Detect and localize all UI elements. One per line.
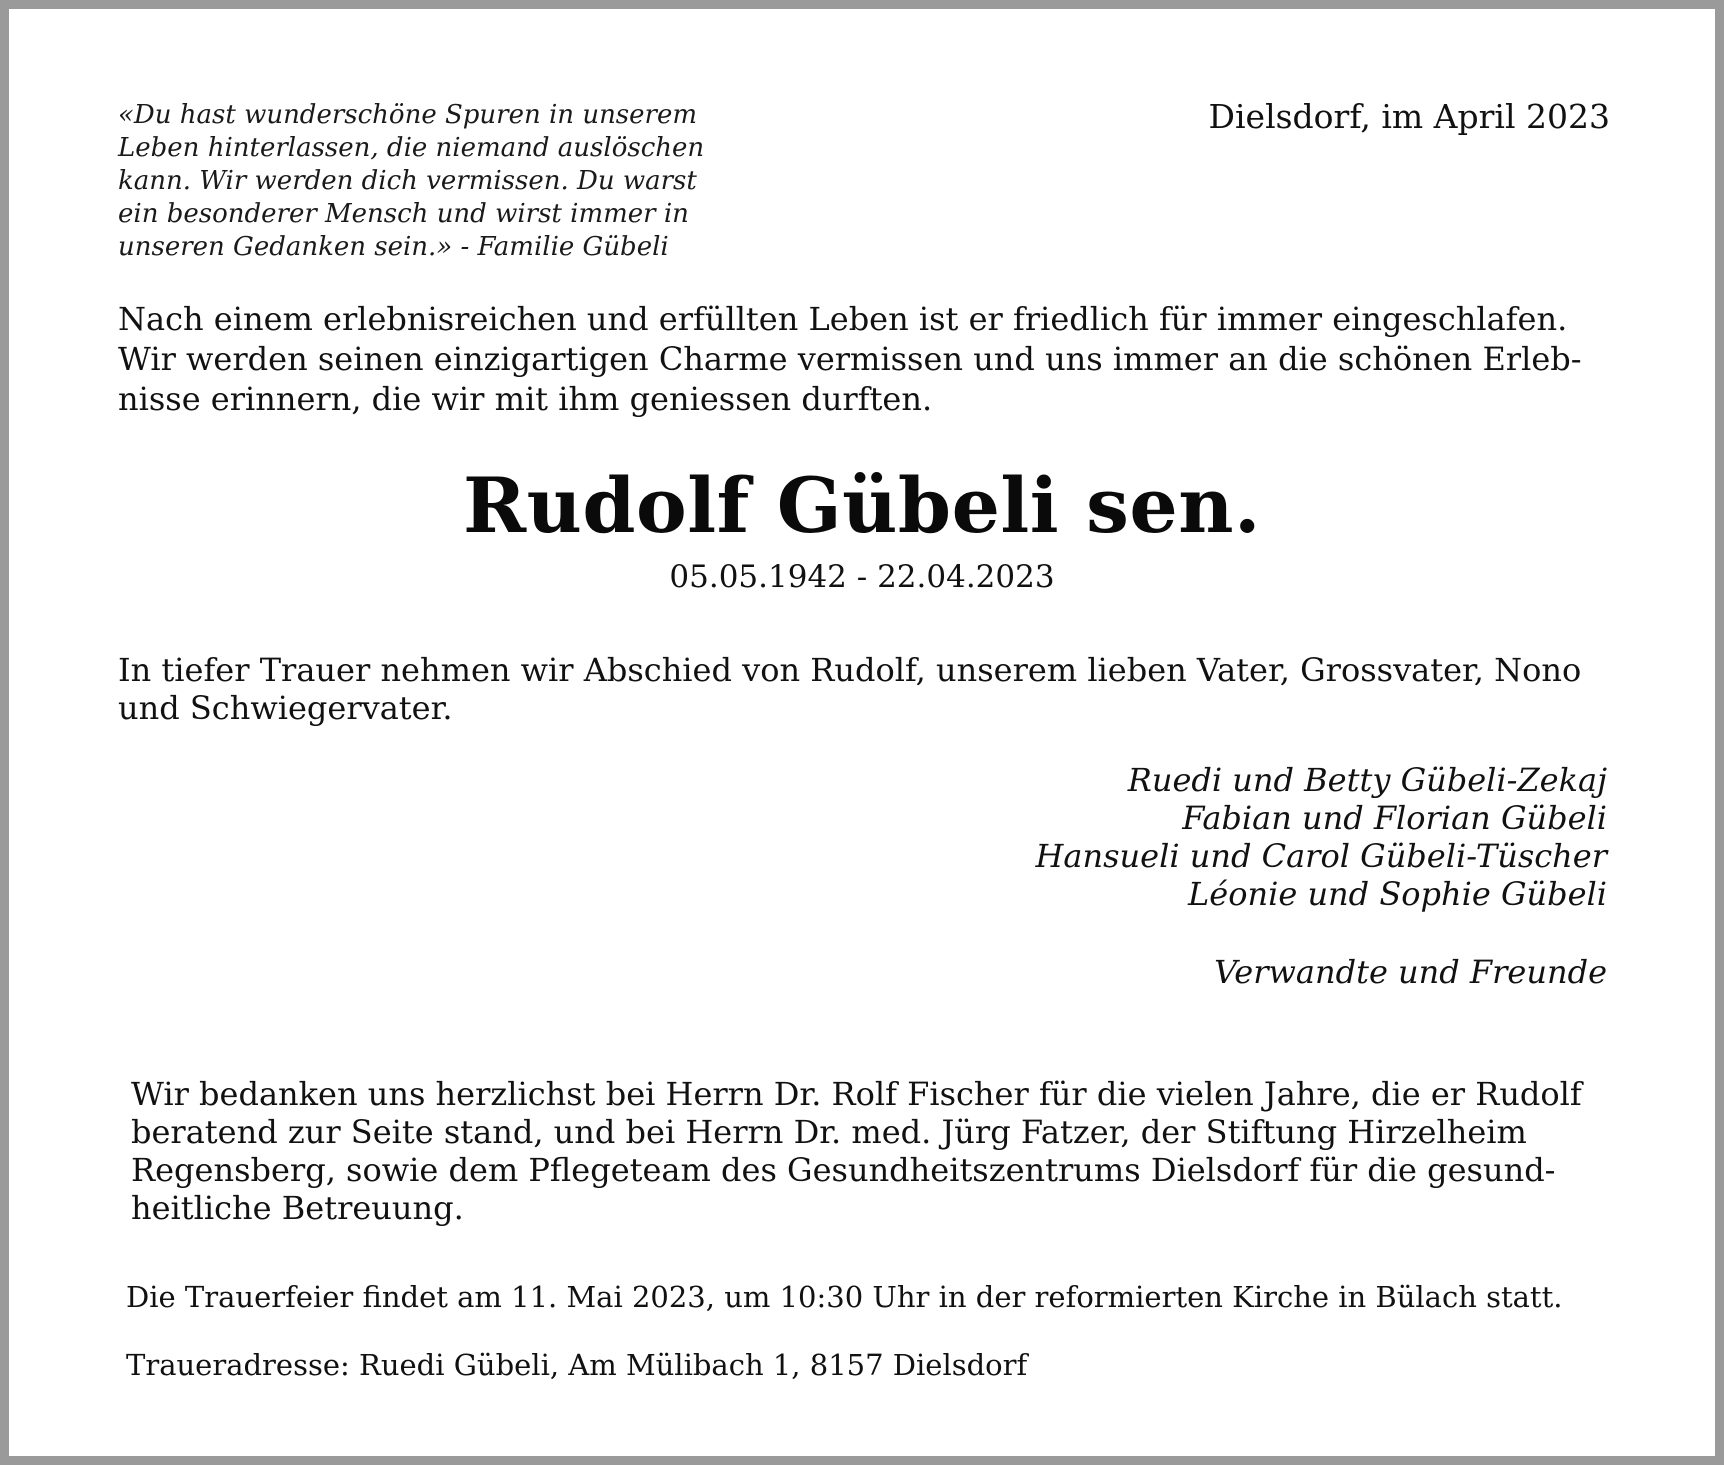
quote-line: Leben hinterlassen, die niemand auslöschen: [118, 133, 705, 163]
thanks-line: Regensberg, sowie dem Pflegeteam des Gesundheitszentrums Dielsdorf für die gesund-: [131, 1151, 1556, 1189]
mourner-entry: Ruedi und Betty Gübeli-Zekaj: [1127, 761, 1607, 799]
thanks-line: heitliche Betreuung.: [131, 1189, 464, 1227]
thanks-line: Wir bedanken uns herzlichst bei Herrn Dr. Rolf Fischer für die vielen Jahre, die er Rudolf: [131, 1075, 1582, 1113]
thanks-paragraph: [131, 1075, 1581, 1227]
thanks-line: beratend zur Seite stand, und bei Herrn Dr. med. Jürg Fatzer, der Stiftung Hirzelheim: [131, 1113, 1527, 1151]
quote-line: unseren Gedanken sein.» - Familie Gübeli: [118, 232, 669, 262]
mourners-list: [1036, 761, 1607, 913]
quote-line: «Du hast wunderschöne Spuren in unserem: [118, 100, 698, 130]
intro-paragraph: [118, 299, 1608, 419]
mourner-entry: Hansueli und Carol Gübeli-Tüscher: [1035, 837, 1607, 875]
place-date: Dielsdorf, im April 2023: [1208, 97, 1610, 136]
mourner-entry: Fabian und Florian Gübeli: [1182, 799, 1607, 837]
mourner-entry: Léonie und Sophie Gübeli: [1188, 875, 1607, 913]
obituary-sheet: [9, 9, 1715, 1456]
ceremony-info: Die Trauerfeier findet am 11. Mai 2023, um 10:30 Uhr in der reformierten Kirche in Bülach statt.: [126, 1280, 1563, 1314]
memorial-quote: [118, 99, 732, 264]
grief-line: In tiefer Trauer nehmen wir Abschied von Rudolf, unserem lieben Vater, Grossvater, Nono: [118, 651, 1582, 689]
mourning-address: Traueradresse: Ruedi Gübeli, Am Mülibach 1, 8157 Dielsdorf: [126, 1348, 1028, 1382]
grief-line: und Schwiegervater.: [118, 689, 453, 727]
intro-line: Wir werden seinen einzigartigen Charme vermissen und uns immer an die schönen Erleb-: [118, 340, 1582, 378]
intro-line: nisse erinnern, die wir mit ihm geniessen durften.: [118, 380, 933, 418]
deceased-name: Rudolf Gübeli sen.: [463, 461, 1261, 550]
quote-line: kann. Wir werden dich vermissen. Du warst: [118, 166, 697, 196]
grief-paragraph: [118, 651, 1618, 727]
intro-line: Nach einem erlebnisreichen und erfüllten Leben ist er friedlich für immer eingeschlafen.: [118, 300, 1568, 338]
life-dates: 05.05.1942 - 22.04.2023: [669, 559, 1055, 595]
quote-line: ein besonderer Mensch und wirst immer in: [118, 199, 689, 229]
relatives-line: Verwandte und Freunde: [1214, 953, 1607, 991]
